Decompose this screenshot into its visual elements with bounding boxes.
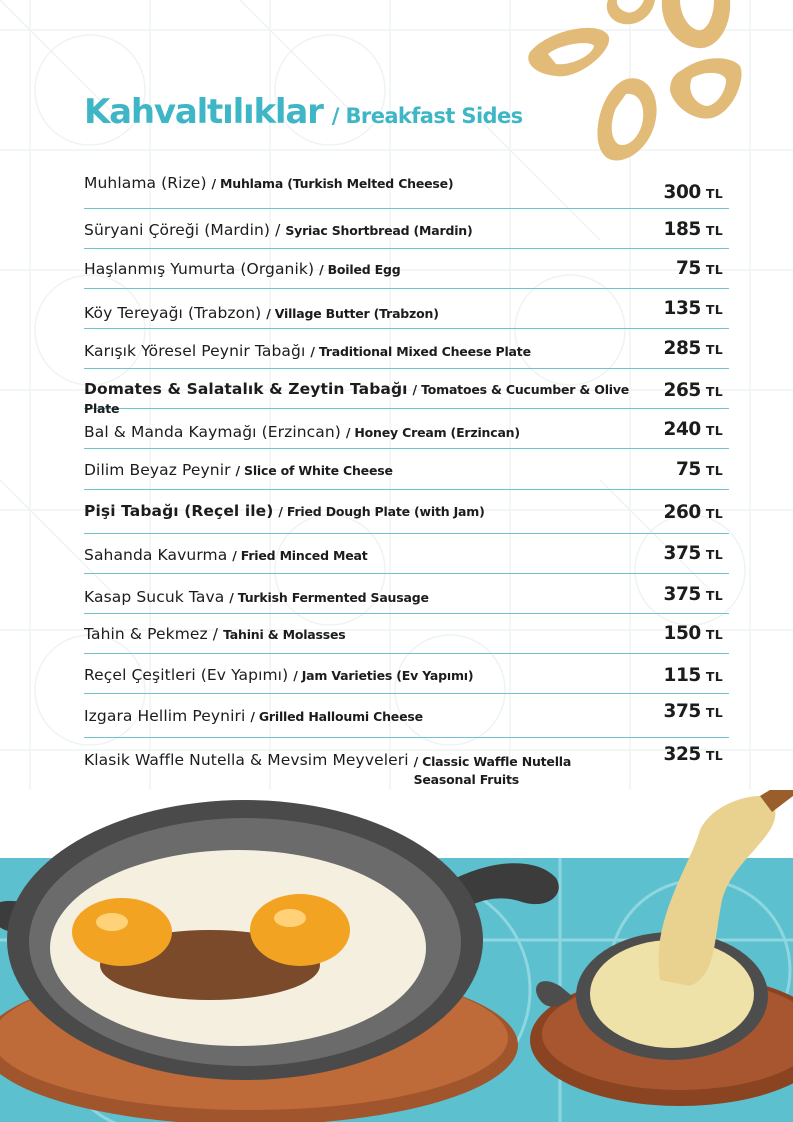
item-price <box>663 219 723 240</box>
item-name-en: / Fried Minced Meat <box>232 548 368 563</box>
item-name <box>84 304 654 323</box>
item-name-tr: Sahanda Kavurma <box>84 546 228 564</box>
price-currency: TL <box>705 705 723 720</box>
item-name <box>84 625 654 644</box>
price-value: 75 <box>675 459 701 480</box>
price-currency: TL <box>705 463 723 478</box>
item-price <box>663 584 723 605</box>
item-name <box>84 260 654 279</box>
price-value: 375 <box>663 701 701 722</box>
menu-item <box>84 288 729 329</box>
price-value: 375 <box>663 543 701 564</box>
price-currency: TL <box>705 223 723 238</box>
item-price <box>663 543 723 564</box>
price-currency: TL <box>705 669 723 684</box>
menu-item <box>84 737 729 789</box>
section-title-en: / Breakfast Sides <box>331 104 523 128</box>
price-value: 150 <box>663 623 701 644</box>
item-price <box>663 338 723 359</box>
item-name <box>84 174 654 193</box>
price-value: 300 <box>663 182 701 203</box>
item-price <box>663 182 723 203</box>
item-price <box>663 380 723 401</box>
item-name-en: / Tomatoes & Cucumber & Olive Plate <box>84 382 630 416</box>
item-name-tr: Kasap Sucuk Tava <box>84 588 225 606</box>
item-name-tr: Karışık Yöresel Peynir Tabağı <box>84 342 306 360</box>
price-currency: TL <box>705 506 723 521</box>
menu-item <box>84 613 729 654</box>
menu-item <box>84 693 729 738</box>
price-value: 375 <box>663 584 701 605</box>
price-currency: TL <box>705 588 723 603</box>
item-price <box>663 502 723 523</box>
item-name-en: / Slice of White Cheese <box>235 463 393 478</box>
item-name-tr: Köy Tereyağı (Trabzon) <box>84 304 262 322</box>
menu-item <box>84 168 729 209</box>
item-name-en: / Traditional Mixed Cheese Plate <box>310 344 531 359</box>
item-name-en: / Muhlama (Turkish Melted Cheese) <box>211 176 454 191</box>
price-currency: TL <box>705 302 723 317</box>
item-price <box>663 298 723 319</box>
price-value: 240 <box>663 419 701 440</box>
price-value: 285 <box>663 338 701 359</box>
section-title-tr: Kahvaltılıklar <box>84 92 323 132</box>
price-value: 260 <box>663 502 701 523</box>
item-price <box>663 665 723 686</box>
item-name <box>84 502 654 521</box>
item-name <box>84 588 654 607</box>
price-currency: TL <box>705 384 723 399</box>
menu-item <box>84 408 729 449</box>
menu-item <box>84 448 729 490</box>
item-name-tr: Domates & Salatalık & Zeytin Tabağı <box>84 380 408 398</box>
price-currency: TL <box>705 342 723 357</box>
item-name-en: / Jam Varieties (Ev Yapımı) <box>293 668 474 683</box>
item-name-tr: Reçel Çeşitleri (Ev Yapımı) <box>84 666 289 684</box>
item-name-en: / Boiled Egg <box>319 262 401 277</box>
item-price <box>663 744 723 765</box>
price-currency: TL <box>705 186 723 201</box>
price-value: 115 <box>663 665 701 686</box>
menu-item <box>84 653 729 694</box>
price-currency: TL <box>705 627 723 642</box>
item-name-en: / Honey Cream (Erzincan) <box>345 425 520 440</box>
item-name-tr: Muhlama (Rize) <box>84 174 207 192</box>
item-price <box>663 701 723 722</box>
item-name <box>84 666 654 685</box>
item-name-tr: Klasik Waffle Nutella & Mevsim Meyveleri <box>84 751 409 769</box>
price-currency: TL <box>705 262 723 277</box>
item-name-tr: Izgara Hellim Peyniri <box>84 707 246 725</box>
item-name <box>84 461 654 480</box>
item-name-en: Syriac Shortbread (Mardin) <box>285 223 473 238</box>
item-name-tr: Pişi Tabağı (Reçel ile) <box>84 502 274 520</box>
menu-item <box>84 573 729 614</box>
price-currency: TL <box>705 547 723 562</box>
price-currency: TL <box>705 748 723 763</box>
item-name <box>84 221 654 240</box>
price-value: 75 <box>675 258 701 279</box>
menu-item <box>84 533 729 574</box>
item-name <box>84 707 654 726</box>
item-name-en: / Classic Waffle Nutella Seasonal Fruits <box>413 754 572 787</box>
item-name-en: / Turkish Fermented Sausage <box>229 590 429 605</box>
item-name-en: / Village Butter (Trabzon) <box>266 306 439 321</box>
item-name-en: / Fried Dough Plate (with Jam) <box>278 504 485 519</box>
item-price <box>663 419 723 440</box>
item-price <box>676 459 723 480</box>
menu-item <box>84 328 729 369</box>
price-value: 265 <box>663 380 701 401</box>
item-name-tr: Tahin & Pekmez / <box>84 625 219 643</box>
price-value: 325 <box>663 744 701 765</box>
item-name-en: Tahini & Molasses <box>223 627 346 642</box>
logo-mark <box>520 0 793 170</box>
item-name <box>84 423 654 442</box>
item-name <box>84 546 654 565</box>
menu-item <box>84 368 729 416</box>
item-name <box>84 751 654 789</box>
item-name-tr: Süryani Çöreği (Mardin) / <box>84 221 281 239</box>
item-name-tr: Dilim Beyaz Peynir <box>84 461 231 479</box>
price-currency: TL <box>705 423 723 438</box>
section-heading <box>84 92 523 132</box>
item-price <box>676 258 723 279</box>
menu-item <box>84 489 729 534</box>
item-price <box>663 623 723 644</box>
menu-item <box>84 248 729 289</box>
price-value: 185 <box>663 219 701 240</box>
price-value: 135 <box>663 298 701 319</box>
menu-item <box>84 208 729 249</box>
pan-with-eggs-image <box>0 800 559 1122</box>
item-name-en: / Grilled Halloumi Cheese <box>250 709 423 724</box>
item-name-tr: Haşlanmış Yumurta (Organik) <box>84 260 315 278</box>
item-name <box>84 342 654 361</box>
food-photo-band <box>0 790 793 1122</box>
item-name-tr: Bal & Manda Kaymağı (Erzincan) <box>84 423 341 441</box>
